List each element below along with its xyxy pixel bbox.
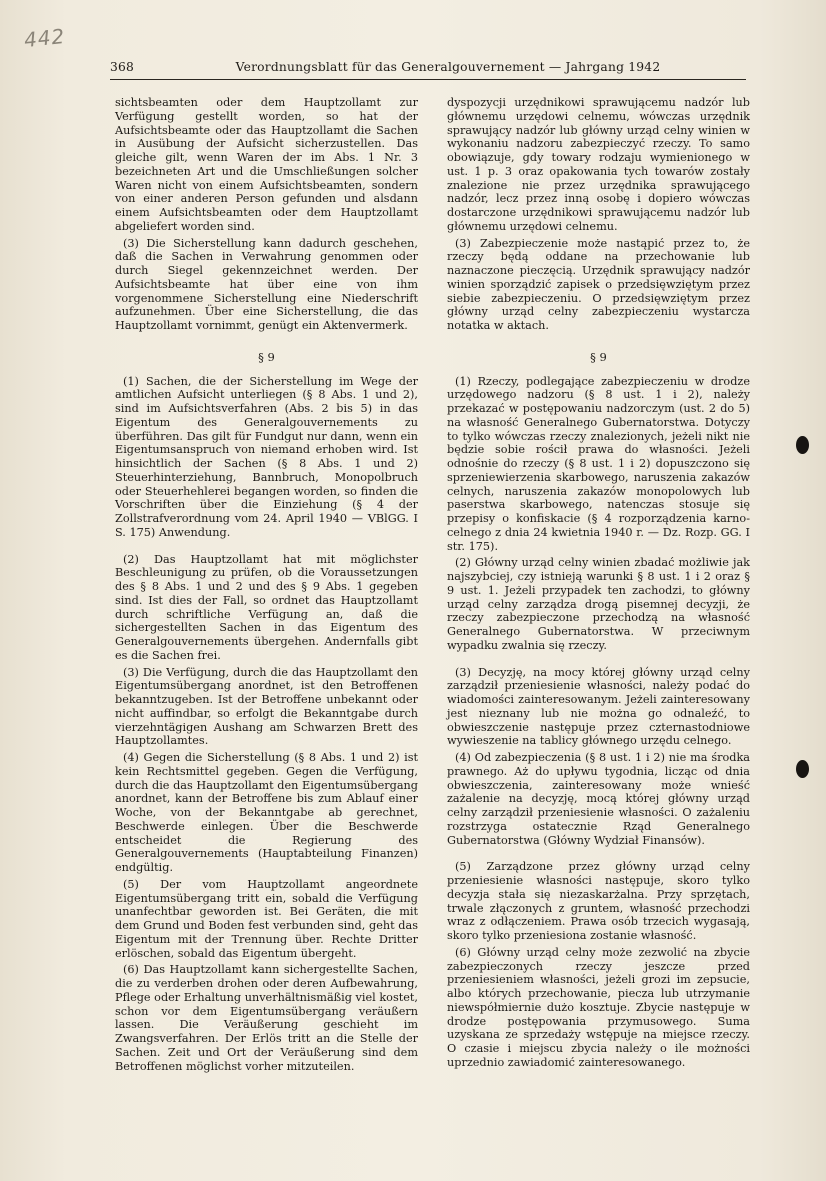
paragraph: (4) Od zabezpieczenia (§ 8 ust. 1 i 2) nie ma środka prawnego. Aż do upływu tygodnia, licząc od dnia obwieszczenia, zainteresowany może wnieść zażalenie na decyzję, mocą której główny urząd celny zarządził przeniesienie własności. O zażaleniu rozstrzyga ostatecznie Rząd Generalnego Gubernatorstwa (Główny Wydział Finansów). — [447, 751, 750, 847]
header-rule — [110, 79, 746, 80]
section-heading: § 9 — [258, 349, 275, 364]
punch-hole-mark — [796, 436, 809, 454]
paragraph: (2) Główny urząd celny winien zbadać możliwie jak najszybciej, czy istnieją warunki § 8 ust. 1 i 2 oraz § 9 ust. 1. Jeżeli przypadek ten zachodzi, to główny urząd celny zarządza drogą pisemnej decyzji, że rzeczy zabezpieczone przechodzą na własność Generalnego Gubernatorstwa. W przeciwnym wypadku zwalnia się rzeczy. — [447, 556, 750, 652]
paragraph: dyspozycji urzędnikowi sprawującemu nadzór lub głównemu urzędowi celnemu, wówczas urzędnik sprawujący nadzór lub główny urząd celny winien w wykonaniu nadzoru zabezpieczyć rzeczy. To samo obowiązuje, gdy towary rodzaju wymienionego w ust. 1 p. 3 oraz opakowania tych towarów zostały znalezione nie przez urzędnika sprawującego nadzór, lecz przez inną osobę i dopiero wówczas dostarczone urzędnikowi sprawującemu nadzór lub głównemu urzędowi celnemu. — [447, 96, 750, 233]
paragraph: (4) Gegen die Sicherstellung (§ 8 Abs. 1 und 2) ist kein Rechtsmittel gegeben. Gegen die Verfügung, durch die das Hauptzollamt den Eigentumsübergang anordnet, kann der Betroffene bis zum Ablauf einer Woche, von der Bekanntgabe ab gerechnet, Beschwerde einlegen. Über die Beschwerde entscheidet die Regierung des Generalgouvernements (Hauptabteilung Finanzen) endgültig. — [115, 751, 418, 874]
paragraph: (2) Das Hauptzollamt hat mit möglichster Beschleunigung zu prüfen, ob die Voraussetzungen des § 8 Abs. 1 und 2 und des § 9 Abs. 1 gegeben sind. Ist dies der Fall, so ordnet das Hauptzollamt durch schriftliche Verfügung an, daß die sichergestellten Sachen in das Eigentum des Generalgouvernements übergehen. Andernfalls gibt es die Sachen frei. — [115, 552, 418, 662]
paragraph: (6) Das Hauptzollamt kann sichergestellte Sachen, die zu verderben drohen oder deren Aufbewahrung, Pflege oder Erhaltung unverhältnismäßig viel kostet, schon vor dem Eigentumsübergang veräußern lassen. Die Veräußerung geschieht im Zwangsverfahren. Der Erlös tritt an die Stelle der Sachen. Zeit und Ort der Veräußerung sind dem Betroffenen möglichst vorher mitzuteilen. — [115, 963, 418, 1073]
paragraph: (3) Zabezpieczenie może nastąpić przez to, że rzeczy będą oddane na przechowanie lub naznaczone pieczęcią. Urzędnik sprawujący nadzór winien sporządzić zapisek o przedsięwziętym przez siebie zabezpieczeniu. O przedsięwziętym przez główny urząd celny zabezpieczeniu wystarcza notatka w aktach. — [447, 236, 750, 332]
paragraph: (5) Zarządzone przez główny urząd celny przeniesienie własności następuje, skoro tylko decyzja stała się niezaskarżalna. Przy sprzętach, trwale złączonych z gruntem, własność przechodzi wraz z odłączeniem. Prawa osób trzecich wygasają, skoro tylko przeniesiona zostanie własność. — [447, 860, 750, 942]
section-heading: § 9 — [590, 349, 607, 364]
paragraph: (1) Sachen, die der Sicherstellung im Wege der amtlichen Aufsicht unterliegen (§ 8 Abs. 1 und 2), sind im Aufsichtsverfahren (Abs. 2 bis 5) in das Eigentum des Generalgouvernements zu überführen. Das gilt für Fundgut nur dann, wenn ein Eigentumsanspruch von niemand erhoben wird. Ist hinsichtlich der Sachen (§ 8 Abs. 1 und 2) Steuerhinterziehung, Bannbruch, Monopolbruch oder Steuerhehlerei begangen worden, so finden die Vorschriften über die Einziehung (§ 4 der Zollstrafverordnung vom 24. April 1940 — VBlGG. I S. 175) Anwendung. — [115, 374, 418, 539]
spacer — [447, 656, 750, 666]
handwritten-note: 442 — [22, 23, 67, 53]
paragraph: (3) Die Sicherstellung kann dadurch geschehen, daß die Sachen in Verwahrung genommen oder durch Siegel gekennzeichnet werden. Der Aufsichtsbeamte hat über eine von ihm vorgenommene Sicherstellung eine Niederschrift aufzunehmen. Über eine Sicherstellung, die das Hauptzollamt vornimmt, genügt ein Aktenvermerk. — [115, 236, 418, 332]
spacer — [115, 543, 418, 553]
paragraph: (5) Der vom Hauptzollamt angeordnete Eigentumsübergang tritt ein, sobald die Verfügung unanfechtbar geworden ist. Bei Geräten, die mit dem Grund und Boden fest verbunden sind, geht das Eigentum mit der Trennung über. Rechte Dritter erlöschen, sobald das Eigentum übergeht. — [115, 877, 418, 960]
paragraph: (1) Rzeczy, podlegające zabezpieczeniu w drodze urzędowego nadzoru (§ 8 ust. 1 i 2), należy przekazać w postępowaniu nadzorczym (ust. 2 do 5) na własność Generalnego Gubernatorstwa. Dotyczy to tylko wówczas rzeczy znalezionych, jeżeli nikt nie będzie sobie rościł prawa do własności. Jeżeli odnośnie do rzeczy (§ 8 ust. 1 i 2) dopuszczono się sprzeniewierzenia skarbowego, naruszenia zakazów celnych, naruszenia zakazów monopolowych lub paserstwa skarbowego, natenczas stosuje się przepisy o konfiskacie (§ 4 rozporządzenia karno-celnego z dnia 24 kwietnia 1940 r. — Dz. Rozp. GG. I str. 175). — [447, 374, 750, 553]
page-title: Verordnungsblatt für das Generalgouvernement — Jahrgang 1942 — [235, 60, 661, 74]
right-column-polish — [447, 96, 750, 1073]
left-column-german — [115, 96, 418, 1076]
punch-hole-mark — [796, 760, 809, 778]
page-number: 368 — [110, 60, 135, 74]
paragraph: (3) Decyzję, na mocy której główny urząd celny zarządził przeniesienie własności, należy podać do wiadomości zainteresowanym. Jeżeli zainteresowany jest nieznany lub nie można go odnaleźć, to obwieszczenie następuje przez czternastodniowe wywieszenie na tablicy głównego urzędu celnego. — [447, 665, 750, 748]
spacer — [447, 850, 750, 860]
paragraph: sichtsbeamten oder dem Hauptzollamt zur Verfügung gestellt worden, so hat der Aufsichtsbeamte oder das Hauptzollamt die Sachen in Ausübung der Aufsicht sicherzustellen. Das gleiche gilt, wenn Waren der im Abs. 1 Nr. 3 bezeichneten Art und die Umschließungen solcher Waren nicht von einem Aufsichtsbeamten, sondern von einer anderen Person gefunden und alsdann einem Aufsichtsbeamten oder dem Hauptzollamt abgeliefert worden sind. — [115, 96, 418, 233]
page-header — [110, 60, 746, 74]
paragraph: (3) Die Verfügung, durch die das Hauptzollamt den Eigentumsübergang anordnet, ist den Betroffenen bekanntzugeben. Ist der Betroffene unbekannt oder nicht auffindbar, so erfolgt die Bekanntgabe durch vierzehntägigen Aushang am Schwarzen Brett des Hauptzollamtes. — [115, 665, 418, 748]
paragraph: (6) Główny urząd celny może zezwolić na zbycie zabezpieczonych rzeczy jeszcze przed przeniesieniem własności, jeżeli grozi im zepsucie, albo których przechowanie, piecza lub utrzymanie niewspółmiernie dużo kosztuje. Zbycie następuje w drodze postępowania przymusowego. Suma uzyskana ze sprzedaży wstępuje na miejsce rzeczy. O czasie i miejscu zbycia należy o ile możności uprzednio zawiadomić zainteresowanego. — [447, 945, 750, 1069]
